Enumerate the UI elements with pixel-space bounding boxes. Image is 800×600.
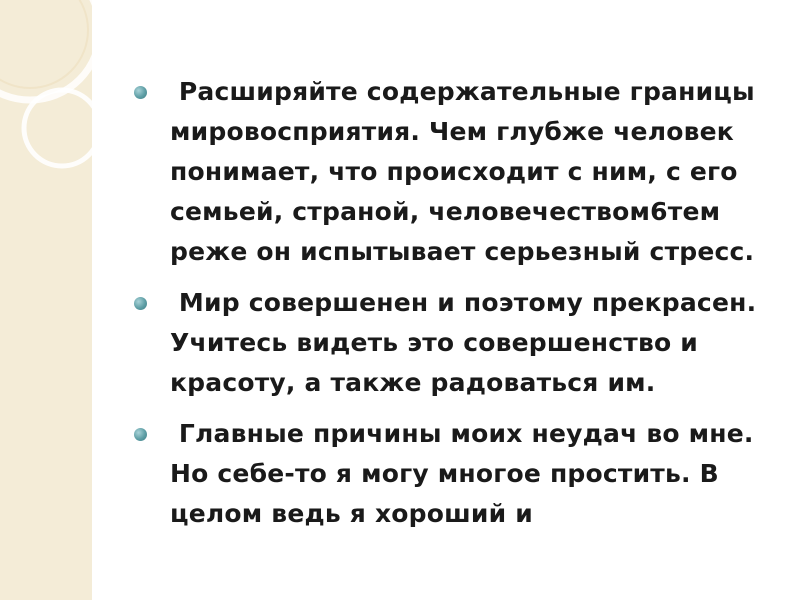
bullet-item: [130, 283, 780, 403]
bullet-item: [130, 414, 780, 534]
bullet-dot-icon: [134, 297, 147, 310]
bullet-item: [130, 72, 780, 272]
bullet-list: [130, 72, 780, 545]
bullet-text: Расширяйте содержательные границы мировосприятия. Чем глубже человек понимает, что происходит с ним, с его семьей, страной, человечеством6тем реже он испытывает серьезный стресс.: [170, 77, 764, 266]
bullet-text: Мир совершенен и поэтому прекрасен. Учитесь видеть это совершенство и красоту, а также радоваться им.: [170, 288, 766, 397]
bullet-text: Главные причины моих неудач во мне. Но себе-то я могу многое простить. В целом ведь я хороший и: [170, 419, 763, 528]
decorative-circles-icon: [0, 0, 130, 220]
bullet-dot-icon: [134, 86, 147, 99]
bullet-dot-icon: [134, 428, 147, 441]
